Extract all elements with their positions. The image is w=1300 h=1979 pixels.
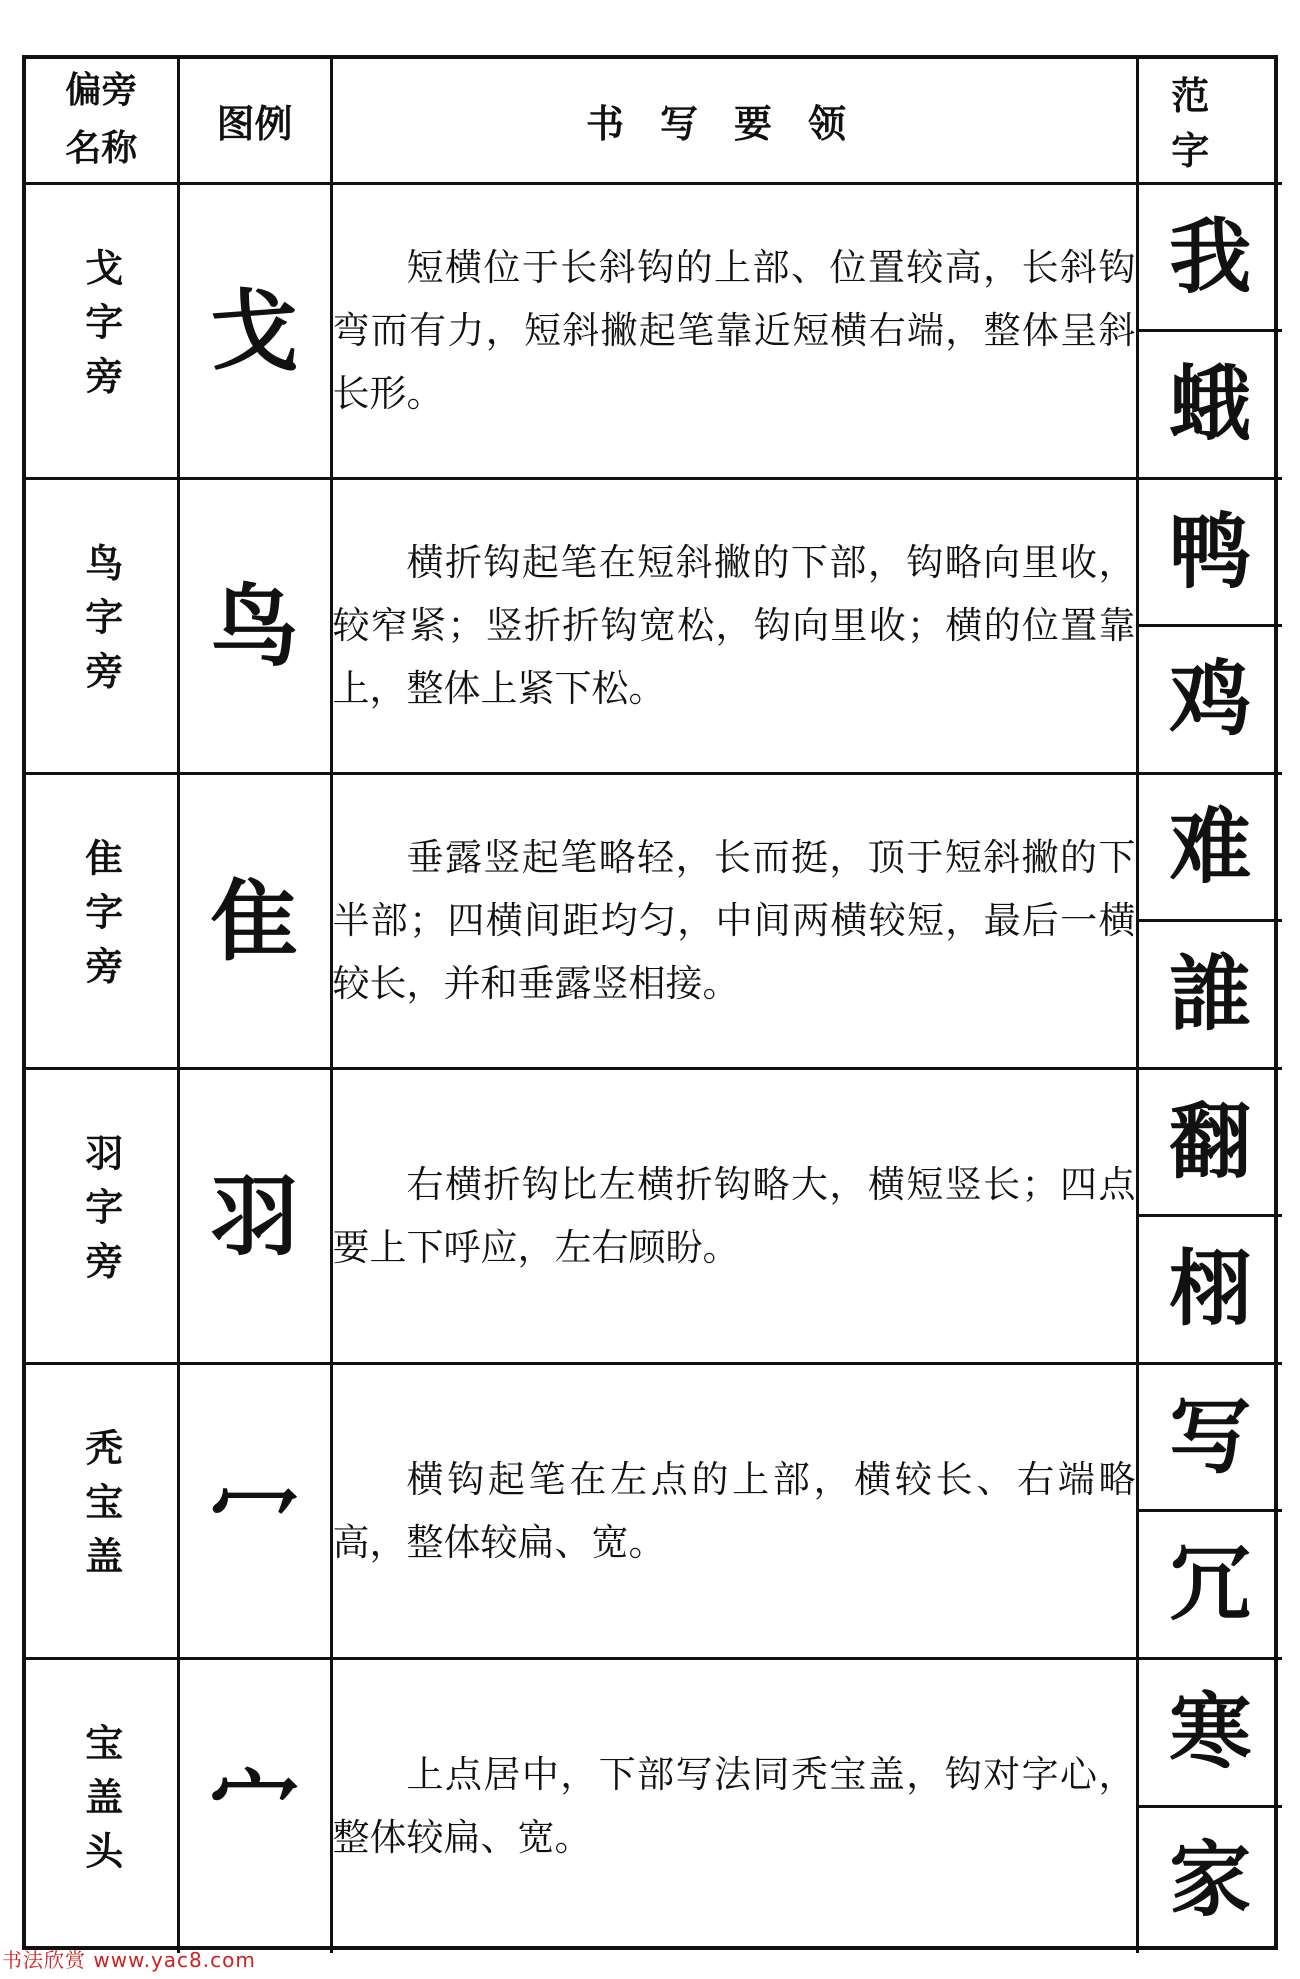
model-character: 冗 [1139, 1509, 1283, 1657]
model-characters-cell [1137, 1068, 1282, 1363]
example-cell [178, 1068, 331, 1363]
radical-guide-table [26, 59, 1282, 1953]
description-text: 短横位于长斜钩的上部、位置较高，长斜钩弯而有力，短斜撇起笔靠近短横右端，整体呈斜长形。 [332, 246, 1136, 415]
example-radical: 戈 [210, 278, 299, 383]
description-cell [331, 1068, 1137, 1363]
radical-name-cell [26, 1363, 178, 1658]
description-text: 横折钩起笔在短斜撇的下部，钩略向里收，较窄紧；竖折折钩宽松，钩向里收；横的位置靠上，整体上紧下松。 [332, 541, 1136, 710]
table-row [26, 478, 1282, 773]
example-radical: 羽 [210, 1163, 299, 1268]
model-character: 写 [1169, 1388, 1252, 1485]
model-characters-cell [1137, 183, 1282, 478]
radical-name: 羽字旁 [78, 1132, 123, 1295]
radical-name: 隹字旁 [78, 837, 123, 1000]
radical-name: 鸟字旁 [78, 542, 123, 705]
radical-name-cell [26, 773, 178, 1068]
description-cell [331, 773, 1137, 1068]
example-radical: 冖 [210, 1458, 299, 1563]
description-text: 横钩起笔在左点的上部，横较长、右端略高，整体较扁、宽。 [332, 1457, 1136, 1564]
example-cell [178, 1363, 331, 1658]
model-characters-cell [1137, 478, 1282, 773]
model-character: 我 [1169, 208, 1252, 305]
table-row [26, 1658, 1282, 1953]
header-model-characters: 范字 [1137, 59, 1282, 183]
example-radical: 宀 [210, 1754, 299, 1859]
header-writing-essentials: 书写要领 [331, 59, 1137, 183]
model-character: 鸡 [1139, 624, 1283, 772]
model-character: 栩 [1139, 1214, 1283, 1362]
radical-name-cell [26, 1658, 178, 1953]
table-row [26, 1068, 1282, 1363]
model-character: 家 [1139, 1805, 1283, 1953]
description-cell [331, 1658, 1137, 1953]
model-characters-cell [1137, 1363, 1282, 1658]
header-example: 图例 [178, 59, 331, 183]
radical-name-cell [26, 183, 178, 478]
radical-guide-sheet [22, 55, 1278, 1950]
model-character: 难 [1169, 798, 1252, 895]
model-character: 誰 [1139, 919, 1283, 1067]
description-cell [331, 1363, 1137, 1658]
radical-name: 秃宝盖 [78, 1427, 123, 1590]
header-radical-name: 偏旁 名称 [26, 59, 178, 183]
radical-name: 宝盖头 [78, 1723, 123, 1886]
model-characters-cell [1137, 1658, 1282, 1953]
example-cell [178, 478, 331, 773]
example-cell [178, 183, 331, 478]
table-row [26, 1363, 1282, 1658]
description-text: 右横折钩比左横折钩略大，横短竖长；四点要上下呼应，左右顾盼。 [332, 1162, 1136, 1269]
model-character: 鸭 [1169, 503, 1252, 600]
site-watermark: 书法欣赏 www.yac8.com [2, 1948, 256, 1972]
example-cell [178, 773, 331, 1068]
model-characters-cell [1137, 773, 1282, 1068]
description-text: 上点居中，下部写法同秃宝盖，钩对字心，整体较扁、宽。 [332, 1753, 1136, 1860]
description-cell [331, 478, 1137, 773]
description-cell [331, 183, 1137, 478]
radical-name-cell [26, 1068, 178, 1363]
description-text: 垂露竖起笔略轻，长而挺，顶于短斜撇的下半部；四横间距均匀，中间两横较短，最后一横较长，并和垂露竖相接。 [332, 836, 1136, 1005]
model-character: 寒 [1169, 1684, 1252, 1781]
table-row [26, 183, 1282, 478]
example-radical: 隹 [210, 868, 299, 973]
example-radical: 鸟 [210, 573, 299, 678]
table-header-row [26, 59, 1282, 183]
model-character: 翻 [1169, 1093, 1252, 1190]
radical-name-cell [26, 478, 178, 773]
example-cell [178, 1658, 331, 1953]
radical-name: 戈字旁 [78, 247, 123, 410]
model-character: 蛾 [1139, 329, 1283, 477]
table-row [26, 773, 1282, 1068]
